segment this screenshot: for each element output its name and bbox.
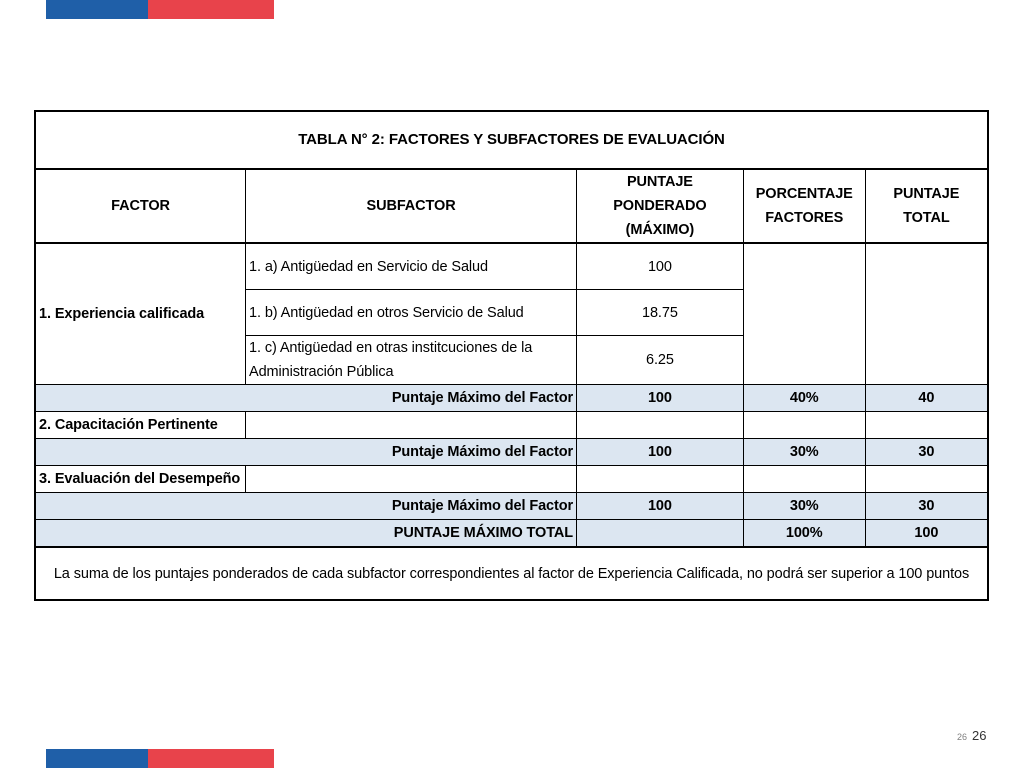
- subfactor-1b-label: 1. b) Antigüedad en otros Servicio de Salud: [246, 290, 577, 336]
- factor-1-max-value: 100: [577, 385, 744, 412]
- header-puntaje-total: PUNTAJE TOTAL: [865, 169, 988, 243]
- factor-3-max-total: 30: [865, 493, 988, 520]
- factor-2-max-label: Puntaje Máximo del Factor: [35, 439, 577, 466]
- factor-3-max-row: [35, 493, 988, 520]
- brand-stripe-top: [46, 0, 274, 19]
- brand-stripe-blue: [46, 0, 148, 19]
- header-puntaje-ponderado: PUNTAJE PONDERADO (MÁXIMO): [577, 169, 744, 243]
- grand-total-label: PUNTAJE MÁXIMO TOTAL: [35, 520, 577, 548]
- subfactor-1b-value: 18.75: [577, 290, 744, 336]
- factor-2-max-total: 30: [865, 439, 988, 466]
- empty-cell: [743, 412, 865, 439]
- factor-1-max-row: [35, 385, 988, 412]
- factor-2-max-row: [35, 439, 988, 466]
- grand-total-value: 100: [865, 520, 988, 548]
- factor-2-name: 2. Capacitación Pertinente: [35, 412, 246, 439]
- header-subfactor: SUBFACTOR: [246, 169, 577, 243]
- factor-2-max-percent: 30%: [743, 439, 865, 466]
- empty-cell: [865, 412, 988, 439]
- empty-cell: [577, 520, 744, 548]
- factor-3-name: 3. Evaluación del Desempeño: [35, 466, 246, 493]
- factor-1-max-label: Puntaje Máximo del Factor: [35, 385, 577, 412]
- subfactor-1c-label: 1. c) Antigüedad en otras institcuciones de la Administración Pública: [246, 336, 577, 385]
- factor-2-max-value: 100: [577, 439, 744, 466]
- empty-cell: [865, 466, 988, 493]
- empty-cell: [246, 412, 577, 439]
- factor-3-max-percent: 30%: [743, 493, 865, 520]
- factor-2-row: [35, 412, 988, 439]
- factor-3-max-value: 100: [577, 493, 744, 520]
- brand-stripe-red: [148, 749, 274, 768]
- brand-stripe-blue: [46, 749, 148, 768]
- factor-3-max-label: Puntaje Máximo del Factor: [35, 493, 577, 520]
- table-note: La suma de los puntajes ponderados de cada subfactor correspondientes al factor de Experiencia Calificada, no podrá ser superior a 100 puntos: [35, 547, 988, 600]
- subfactor-1c-value: 6.25: [577, 336, 744, 385]
- empty-cell: [577, 412, 744, 439]
- factor-1-max-percent: 40%: [743, 385, 865, 412]
- brand-stripe-bottom: [46, 749, 274, 768]
- empty-cell: [743, 466, 865, 493]
- subfactor-1a-value: 100: [577, 243, 744, 290]
- grand-total-row: [35, 520, 988, 548]
- factor-1-percent-empty: [743, 243, 865, 385]
- table-title-row: [35, 111, 988, 169]
- subfactor-1a-label: 1. a) Antigüedad en Servicio de Salud: [246, 243, 577, 290]
- evaluation-factors-table: [34, 110, 989, 601]
- grand-total-percent: 100%: [743, 520, 865, 548]
- page-number-small: 26: [957, 732, 968, 742]
- table-row: [35, 243, 988, 290]
- header-factor: FACTOR: [35, 169, 246, 243]
- page-number: 26: [972, 728, 987, 743]
- empty-cell: [246, 466, 577, 493]
- table-header-row: [35, 169, 988, 243]
- brand-stripe-red: [148, 0, 274, 19]
- factor-1-max-total: 40: [865, 385, 988, 412]
- factor-1-name: 1. Experiencia calificada: [35, 243, 246, 385]
- table-note-row: [35, 547, 988, 600]
- header-porcentaje: PORCENTAJE FACTORES: [743, 169, 865, 243]
- table-title: TABLA N° 2: FACTORES Y SUBFACTORES DE EVALUACIÓN: [35, 111, 988, 169]
- empty-cell: [577, 466, 744, 493]
- factor-1-total-empty: [865, 243, 988, 385]
- factor-3-row: [35, 466, 988, 493]
